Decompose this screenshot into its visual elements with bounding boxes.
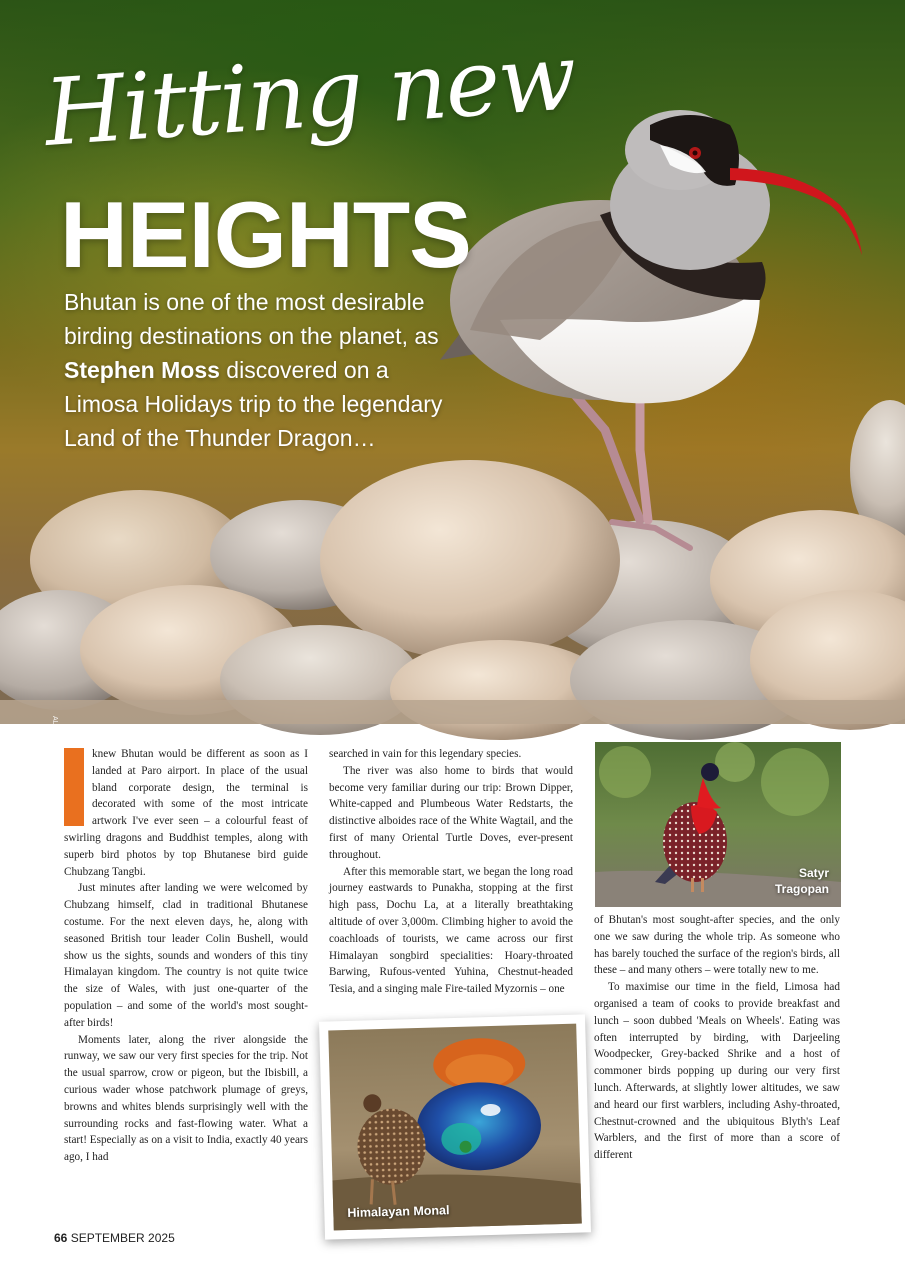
standfirst-after: discovered on a Limosa Holidays trip to the legendary Land of the Thunder Dragon… [64, 357, 443, 451]
paragraph: of Bhutan's most sought-after species, and the only one we saw during the whole trip. As someone who has barely touched the surface of the region's birds, all these – and many others – were totally new to me. [594, 914, 840, 977]
paragraph: To maximise our time in the field, Limosa had organised a team of cooks to provide breakfast and lunch – soon dubbed 'Meals on Wheels'. Eating was often interrupted by birding, with Darjeeling Woodpecker, Grey-backed Shrike and a host of commoner birds popping up during our very first lunch. Afterwards, at slightly lower altitudes, we saw and heard our first warblers, including Ashy-throated, Chestnut-crowned and the ubiquitous Blyth's Leaf Warblers, and the first of more than a score of different [594, 981, 840, 1162]
standfirst-before: Bhutan is one of the most desirable birding destinations on the planet, as [64, 289, 439, 349]
tragopan-caption-line1: Satyr [798, 866, 829, 880]
standfirst-author: Stephen Moss [64, 357, 220, 383]
title-main: HEIGHTS [60, 182, 471, 287]
paragraph: knew Bhutan would be different as soon as I landed at Paro airport. In place of the usual bland corporate design, the terminal is decorated with some of the most intricate artwork I've ever seen – a colourful feast of swirling dragons and Buddhist temples, along with superb bird photos by top Bhutanese bird guide Chubzang Tangbi. [64, 748, 308, 878]
photo-credit: ALL PHOTOGRAPHS BY CHUBZANG TANGBI [51, 716, 58, 865]
paragraph: Moments later, along the river alongside the runway, we saw our very first species for the trip. Not the usual sparrow, crow or pigeon, but the Ibisbill, a curious wader whose patchwork plumage of greys, browns and whites blends surprisingly well with the surrounding rocks and fast-flowing water. What a start! Especially as on a visit to India, exactly 40 years ago, I had [64, 1033, 308, 1164]
paragraph: searched in vain for this legendary species. [329, 748, 522, 760]
satyr-tragopan-photo [595, 742, 841, 907]
title-script: Hitting new [41, 23, 579, 167]
article-column-2 [329, 746, 573, 998]
himalayan-monal-photo [319, 1014, 591, 1239]
paragraph: Just minutes after landing we were welcomed by Chubzang himself, clad in traditional Bhutanese costume. For the next eleven days, he, along with seasoned British tour leader Colin Bushell, would show us the sights, sounds and wonders of this tiny Himalayan kingdom. The country is not quite twice the size of Wales, with just one-quarter of the population – and some of the world's most sought-after birds! [64, 882, 308, 1029]
page-footer [54, 1231, 175, 1245]
tragopan-caption [775, 865, 829, 897]
drop-cap-block [64, 748, 84, 826]
paragraph: The river was also home to birds that would become very familiar during our trip: Brown Dipper, White-capped and Plumbeous Water Redstarts, the distinctive alboides race of the White Wagtail, and the first of many Oriental Turtle Doves, ever-present throughout. [329, 764, 573, 861]
article-column-1 [64, 746, 308, 1166]
standfirst [64, 285, 464, 455]
monal-caption: Himalayan Monal [347, 1203, 450, 1221]
issue-date: SEPTEMBER 2025 [70, 1231, 175, 1245]
paragraph: After this memorable start, we began the long road journey eastwards to Punakha, stopping at the first high pass, Dochu La, at a literally breathtaking altitude of over 3,000m. Climbing higher to avoid the coachloads of tourists, we came across our first Himalayan songbird specialities: Hoary-throated Barwing, Rufous-vented Yuhina, Chestnut-headed Tesia, and a singing male Fire-tailed Myzornis – one [329, 865, 573, 996]
article-column-3 [594, 912, 840, 1164]
tragopan-caption-line2: Tragopan [774, 882, 829, 896]
page-number: 66 [54, 1231, 68, 1245]
monal-illustration [328, 1024, 581, 1231]
